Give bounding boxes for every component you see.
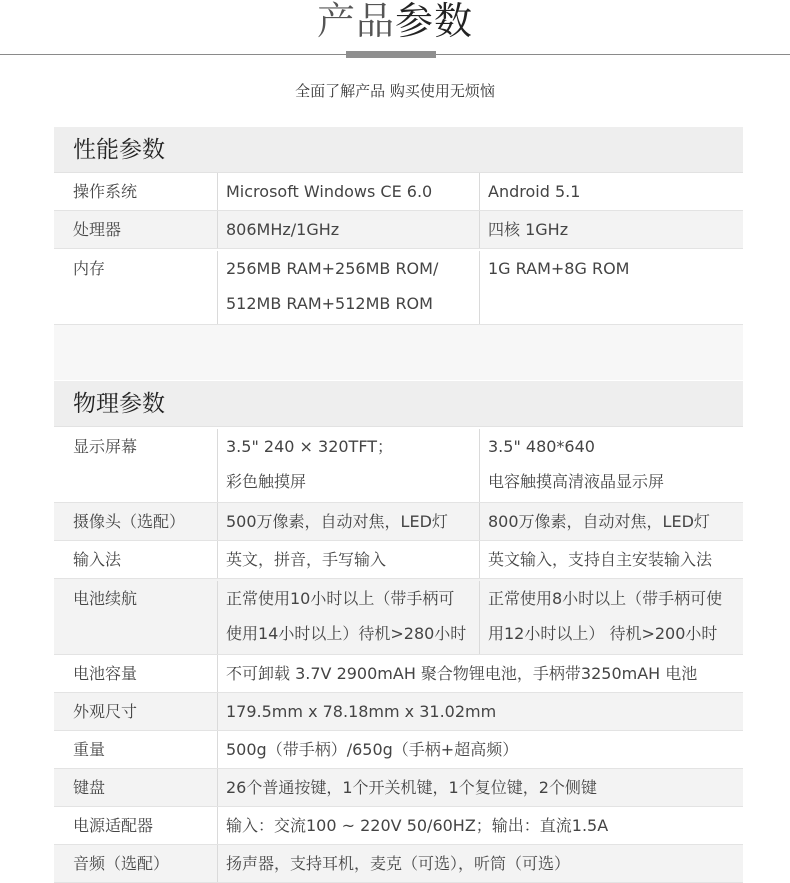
row-value-b: 正常使用8小时以上（带手柄可使 用12小时以上） 待机>200小时 — [488, 589, 723, 643]
row-value: 179.5mm x 78.18mm x 31.02mm — [226, 702, 497, 721]
row-value-b: 英文输入，支持自主安装输入法 — [488, 550, 713, 569]
row-label: 重量 — [54, 731, 218, 768]
row-value-a: 806MHz/1GHz — [218, 211, 480, 248]
table-row — [54, 427, 743, 503]
table-row — [54, 211, 743, 249]
row-label: 操作系统 — [54, 173, 218, 210]
row-label: 输入法 — [54, 541, 218, 578]
row-label: 电源适配器 — [54, 807, 218, 844]
row-value: 输入：交流100 ~ 220V 50/60HZ；输出：直流1.5A — [226, 816, 609, 835]
row-label: 摄像头（选配） — [54, 503, 218, 540]
row-value: 500g（带手柄）/650g（手柄+超高频） — [226, 740, 519, 759]
row-label: 处理器 — [54, 211, 218, 248]
table-row — [54, 541, 743, 579]
page-title — [0, 0, 790, 42]
table-row — [54, 249, 743, 325]
heading-accent-bar — [346, 51, 436, 58]
table-row — [54, 807, 743, 845]
row-value-b: 800万像素，自动对焦，LED灯 — [488, 512, 710, 531]
table-row — [54, 503, 743, 541]
table-row — [54, 769, 743, 807]
physical-section-title: 物理参数 — [54, 381, 743, 427]
row-label: 内存 — [54, 251, 218, 324]
row-value-a: 256MB RAM+256MB ROM/ 512MB RAM+512MB ROM — [218, 251, 480, 324]
row-label: 电池续航 — [54, 581, 218, 654]
row-value-b: 1G RAM+8G ROM — [488, 259, 630, 278]
row-label: 音频（选配） — [54, 845, 218, 882]
row-value-b: 四核 1GHz — [488, 220, 569, 239]
table-row — [54, 731, 743, 769]
page-title-bold: 参数 — [395, 0, 474, 43]
row-value: 不可卸载 3.7V 2900mAH 聚合物锂电池，手柄带3250mAH 电池 — [226, 664, 698, 683]
row-value-a: 正常使用10小时以上（带手柄可 使用14小时以上）待机>280小时 — [218, 581, 480, 654]
row-value-a: Microsoft Windows CE 6.0 — [218, 173, 480, 210]
row-label: 键盘 — [54, 769, 218, 806]
row-label: 显示屏幕 — [54, 429, 218, 502]
row-label: 外观尺寸 — [54, 693, 218, 730]
table-row — [54, 655, 743, 693]
table-row — [54, 693, 743, 731]
performance-section-title: 性能参数 — [54, 127, 743, 173]
table-row — [54, 579, 743, 655]
performance-table — [54, 127, 743, 380]
row-value-a: 英文，拼音，手写输入 — [218, 541, 480, 578]
page-title-light: 产品 — [316, 0, 395, 43]
section-spacer — [54, 325, 743, 380]
row-value-a: 500万像素，自动对焦，LED灯 — [218, 503, 480, 540]
row-label: 电池容量 — [54, 655, 218, 692]
tagline: 全面了解产品 购买使用无烦恼 — [295, 82, 495, 100]
row-value-b: Android 5.1 — [488, 182, 581, 201]
table-row — [54, 173, 743, 211]
physical-table — [54, 381, 743, 883]
row-value-a: 3.5" 240 × 320TFT； 彩色触摸屏 — [218, 429, 480, 502]
table-row — [54, 845, 743, 883]
row-value: 26个普通按键，1个开关机键，1个复位键，2个侧键 — [226, 778, 597, 797]
row-value: 扬声器，支持耳机，麦克（可选），听筒（可选） — [226, 854, 571, 873]
row-value-b: 3.5" 480*640 电容触摸高清液晶显示屏 — [488, 437, 665, 491]
